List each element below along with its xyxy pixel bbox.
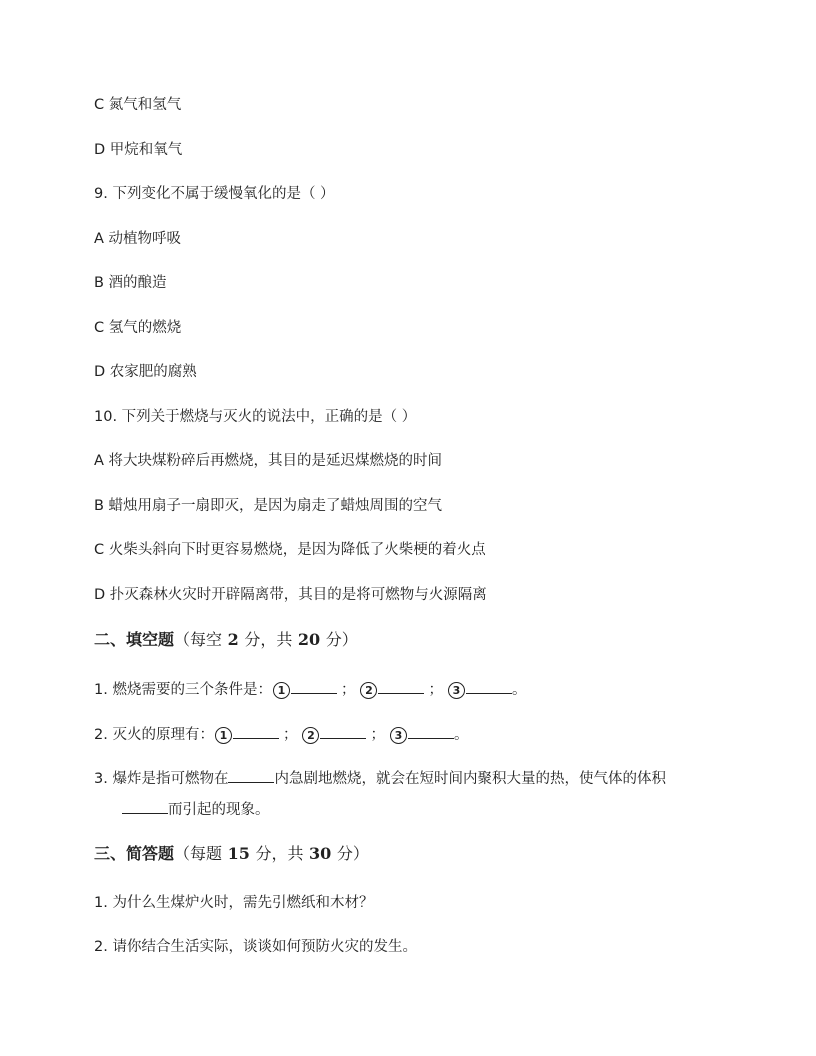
answer-blank[interactable] — [408, 724, 454, 739]
section-2-score-num1: 2 — [227, 630, 239, 649]
answer-blank[interactable] — [291, 679, 337, 694]
section-2-score-open: （每空 — [174, 630, 223, 649]
fill-question-3-line-2 — [122, 799, 270, 820]
circled-number-3: 3 — [448, 682, 465, 699]
fill-question-1-prefix: 1. 燃烧需要的三个条件是： — [94, 682, 272, 698]
short-answer-question-1: 1. 为什么生煤炉火时，需先引燃纸和木材？ — [94, 895, 374, 911]
section-3-score-close: 分） — [336, 844, 369, 863]
question-9-option-b: B 酒的酿造 — [94, 275, 167, 291]
answer-blank[interactable] — [466, 679, 512, 694]
separator: ； — [340, 682, 356, 698]
section-3-title: 三、简答题 — [94, 844, 175, 863]
answer-blank[interactable] — [320, 724, 366, 739]
circled-number-1: 1 — [273, 682, 290, 699]
question-9-option-a: A 动植物呼吸 — [94, 231, 182, 247]
circled-number-2: 2 — [302, 727, 319, 744]
section-2-score-close: 分） — [325, 630, 358, 649]
question-10-option-d: D 扑灭森林火灾时开辟隔离带，其目的是将可燃物与火源隔离 — [94, 587, 487, 603]
answer-blank[interactable] — [122, 799, 168, 814]
separator: ； — [370, 727, 385, 743]
fill-question-3-part3: 而引起的现象。 — [168, 802, 270, 818]
question-10-option-c: C 火柴头斜向下时更容易燃烧，是因为降低了火柴梗的着火点 — [94, 542, 486, 558]
section-3-heading — [94, 843, 369, 865]
answer-blank[interactable] — [233, 724, 279, 739]
separator: ； — [282, 727, 298, 743]
answer-blank[interactable] — [378, 679, 424, 694]
question-9-option-c: C 氢气的燃烧 — [94, 320, 182, 336]
answer-blank[interactable] — [228, 768, 274, 783]
section-2-heading — [94, 629, 358, 651]
separator: ； — [428, 682, 443, 698]
section-2-score-mid: 分，共 — [244, 630, 293, 649]
question-9-stem: 9. 下列变化不属于缓慢氧化的是（ ） — [94, 186, 335, 202]
end-period: 。 — [453, 727, 469, 743]
question-9-option-d: D 农家肥的腐熟 — [94, 364, 197, 380]
option-d-prev: D 甲烷和氧气 — [94, 142, 183, 158]
section-3-score-mid: 分，共 — [255, 844, 304, 863]
fill-question-1 — [94, 679, 526, 700]
circled-number-1: 1 — [215, 727, 232, 744]
section-2-title: 二、填空题 — [94, 630, 175, 649]
fill-question-3-part1: 3. 爆炸是指可燃物在 — [94, 771, 229, 787]
section-3-score-open: （每题 — [174, 844, 223, 863]
section-2-score-num2: 20 — [297, 630, 321, 649]
fill-question-2-prefix: 2. 灭火的原理有： — [94, 727, 214, 743]
option-c-prev: C 氮气和氢气 — [94, 97, 182, 113]
circled-number-3: 3 — [390, 727, 407, 744]
short-answer-question-2: 2. 请你结合生活实际，谈谈如何预防火灾的发生。 — [94, 939, 417, 955]
fill-question-2 — [94, 724, 468, 745]
question-10-option-a: A 将大块煤粉碎后再燃烧，其目的是延迟煤燃烧的时间 — [94, 453, 443, 469]
section-3-score-num2: 30 — [309, 844, 332, 863]
question-10-option-b: B 蜡烛用扇子一扇即灭，是因为扇走了蜡烛周围的空气 — [94, 498, 443, 514]
question-10-stem: 10. 下列关于燃烧与灭火的说法中，正确的是（ ） — [94, 409, 417, 425]
fill-question-3-line-1 — [94, 768, 666, 789]
section-3-score-num1: 15 — [227, 844, 250, 863]
fill-question-3-part2: 内急剧地燃烧，就会在短时间内聚积大量的热，使气体的体积 — [274, 771, 666, 787]
circled-number-2: 2 — [360, 682, 377, 699]
end-period: 。 — [511, 682, 527, 698]
